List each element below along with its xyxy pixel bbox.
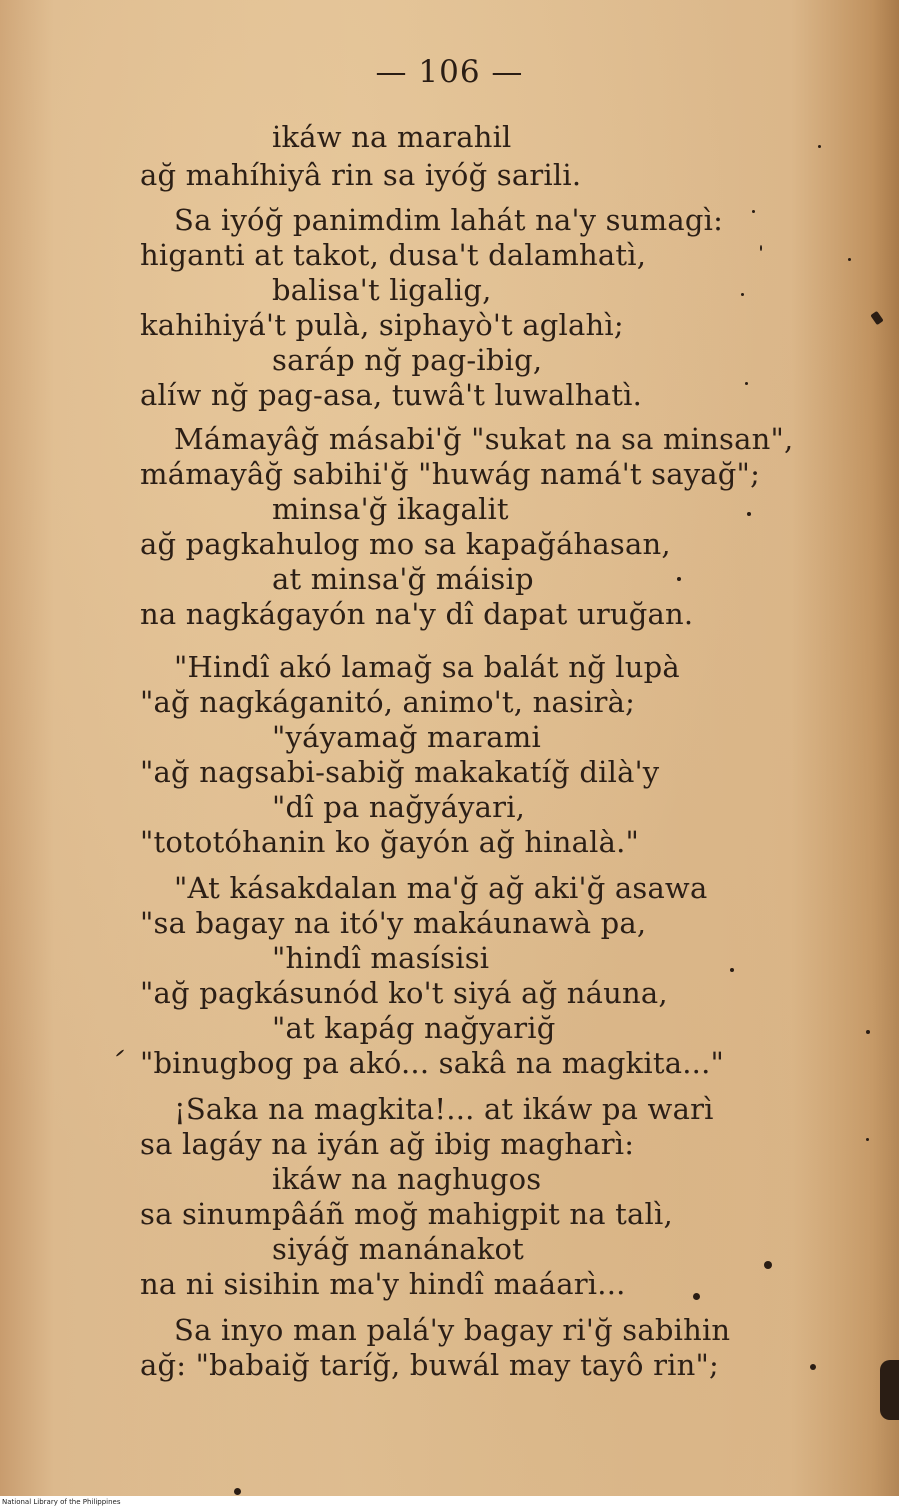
poem-line: na nagkágayón na'y dî dapat uruğan. xyxy=(140,597,694,631)
poem-line: sa lagáy na iyán ağ ibig magharì: xyxy=(140,1127,635,1161)
poem-line: higanti at takot, dusa't dalamhatì, xyxy=(140,238,647,272)
poem-line: "dî pa nağyáyari, xyxy=(272,790,526,824)
print-speck xyxy=(693,1293,700,1300)
poem-line: "At kásakdalan ma'ğ ağ aki'ğ asawa xyxy=(174,871,708,905)
poem-line: "hindî masísisi xyxy=(272,941,490,975)
print-speck xyxy=(810,1364,816,1370)
print-speck xyxy=(818,145,821,148)
poem-line: at minsa'ğ máisip xyxy=(272,562,534,596)
print-speck xyxy=(848,258,851,261)
print-speck xyxy=(747,512,751,516)
poem-line: balisa't ligalig, xyxy=(272,273,492,307)
print-speck xyxy=(870,311,883,325)
poem-line: na ni sisihin ma'y hindî maáarì... xyxy=(140,1267,626,1301)
poem-line: Mámayâğ másabi'ğ "sukat na sa minsan", xyxy=(174,422,794,456)
poem-line: "yáyamağ marami xyxy=(272,720,541,754)
poem-line: siyáğ manánakot xyxy=(272,1232,525,1266)
print-speck xyxy=(752,210,755,213)
print-speck xyxy=(234,1488,241,1495)
poem-line: "ağ pagkásunód ko't siyá ağ náuna, xyxy=(140,976,668,1010)
poem-line: "ağ nagsabi-sabiğ makakatíğ dilà'y xyxy=(140,755,660,789)
poem-line: "binugbog pa akó... sakâ na magkita..." xyxy=(140,1046,725,1080)
print-speck xyxy=(677,577,681,581)
poem-line: "Hindî akó lamağ sa balát nğ lupà xyxy=(174,650,680,684)
footer-strip xyxy=(0,1496,899,1508)
print-speck xyxy=(116,1049,125,1057)
poem-line: "sa bagay na itó'y makáunawà pa, xyxy=(140,906,647,940)
library-credit: National Library of the Philippines xyxy=(2,1498,121,1506)
poem-line: Sa inyo man palá'y bagay ri'ğ sabihin xyxy=(174,1313,731,1347)
page-number: — 106 — xyxy=(375,54,524,90)
poem-line: ağ mahíhiyâ rin sa iyóğ sarili. xyxy=(140,158,582,192)
print-speck xyxy=(866,1030,870,1034)
poem-line: minsa'ğ ikagalit xyxy=(272,492,509,526)
print-speck xyxy=(741,293,744,296)
print-speck xyxy=(760,245,762,251)
poem-line: Sa iyóğ panimdim lahát na'y sumagì: xyxy=(174,203,724,237)
poem-line: "at kapág nağyariğ xyxy=(272,1011,556,1045)
poem-line: "tototóhanin ko ğayón ağ hinalà." xyxy=(140,825,640,859)
poem-line: ¡Saka na magkita!... at ikáw pa warì xyxy=(174,1092,714,1126)
print-speck xyxy=(764,1261,772,1269)
poem-line: saráp nğ pag-ibig, xyxy=(272,343,543,377)
poem-line: alíw nğ pag-asa, tuwâ't luwalhatì. xyxy=(140,378,642,412)
poem-line: ağ pagkahulog mo sa kapağáhasan, xyxy=(140,527,671,561)
print-speck xyxy=(866,1138,869,1141)
print-speck xyxy=(730,968,734,972)
poem-line: ikáw na marahil xyxy=(272,120,512,154)
poem-line: sa sinumpâáñ moğ mahigpit na talì, xyxy=(140,1197,673,1231)
print-speck xyxy=(880,1360,899,1420)
poem-line: mámayâğ sabihi'ğ "huwág namá't sayağ"; xyxy=(140,457,761,491)
print-speck xyxy=(745,382,748,385)
poem-line: ikáw na naghugos xyxy=(272,1162,542,1196)
poem-line: kahihiyá't pulà, siphayò't aglahì; xyxy=(140,308,624,342)
poem-line: "ağ nagkáganitó, animo't, nasirà; xyxy=(140,685,636,719)
poem-line: ağ: "babaiğ taríğ, buwál may tayô rin"; xyxy=(140,1348,719,1382)
